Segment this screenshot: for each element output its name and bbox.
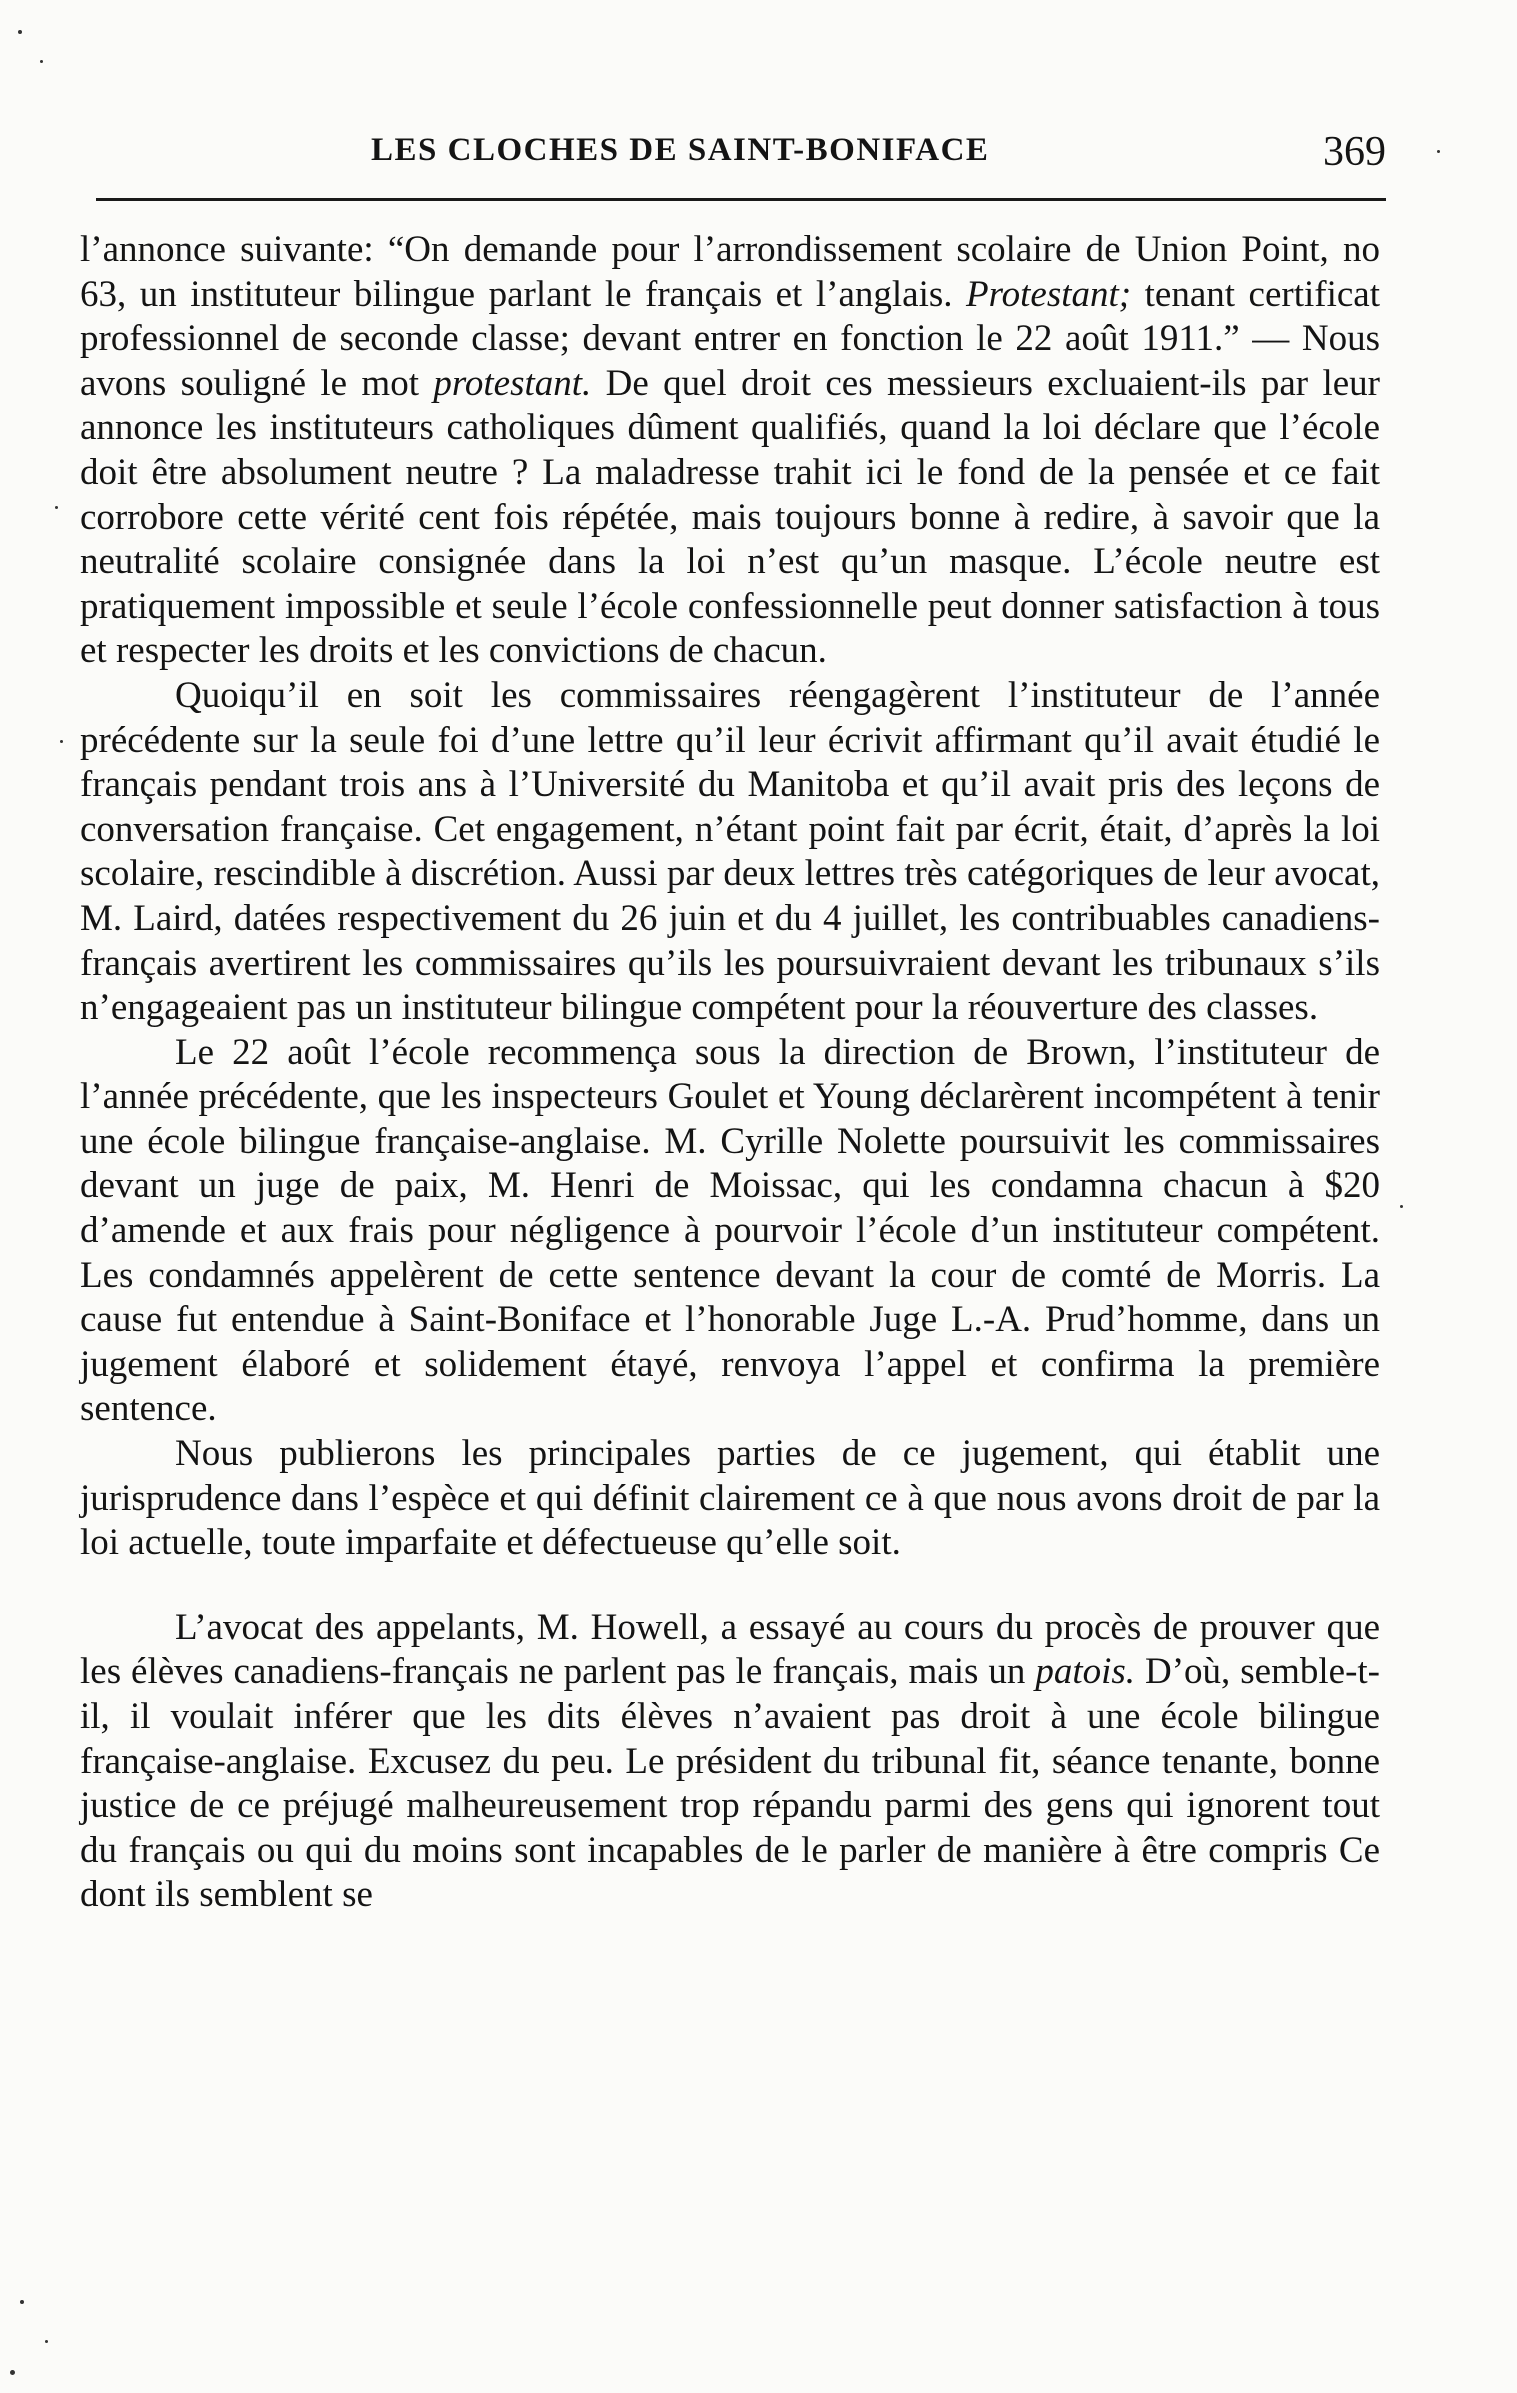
paragraph <box>80 674 1380 1031</box>
scan-speck <box>55 506 58 509</box>
header-rule <box>96 198 1386 201</box>
italic-text: protestant. <box>433 362 592 404</box>
paragraph <box>80 1432 1380 1566</box>
scan-speck <box>1437 150 1440 153</box>
running-title: LES CLOCHES DE SAINT-BONIFACE <box>371 132 990 168</box>
scan-speck <box>1400 1205 1403 1208</box>
paragraph-text: Quoiqu’il en soit les commissaires réengagèrent l’instituteur de l’année précédente sur la seule foi d’une lettre qu’il leur écrivit affirmant qu’il avait étudié le français pendant trois ans à l’Université du Manitoba et qu’il avait pris des leçons de conversation française. Cet engagement, n’étant point fait par écrit, était, d’après la loi scolaire, rescindible à discrétion. Aussi par deux lettres très catégoriques de leur avocat, M. Laird, datées respectivement du 26 juin et du 4 juillet, les contribuables canadiens-français avertirent les commissaires qu’ils les poursuivraient devant les tribunaux s’ils n’engageaient pas un instituteur bilingue compétent pour la réouverture des classes. <box>80 674 1380 1029</box>
scan-speck <box>60 740 63 743</box>
paragraph-text: l’annonce suivante: “On demande pour l’arrondissement scolaire de Union Point, no 63, un instituteur bilingue parlant le français et l’anglais. <box>80 229 1380 315</box>
page-number: 369 <box>1323 129 1386 175</box>
scan-speck <box>40 60 43 63</box>
italic-text: patois. <box>1035 1651 1136 1693</box>
scan-speck <box>20 2300 24 2304</box>
scan-speck <box>18 30 22 34</box>
paragraph-text: D’où, semble-t-il, il voulait inférer que les dits élèves n’avaient pas droit à une école bilingue française-anglaise. Excusez du peu. Le président du tribunal fit, séance tenante, bonne justice de ce préjugé malheureusement trop répandu parmi des gens qui ignorent tout du français ou qui du moins sont incapables de le parler de manière à être compris Ce dont ils semblent se <box>80 1651 1380 1916</box>
scan-speck <box>45 2340 48 2343</box>
italic-text: Protestant; <box>966 273 1132 315</box>
paragraph-text: L’avocat des appelants, M. Howell, a essayé au cours du procès de prouver que les élèves canadiens-français ne parlent pas le français, mais un <box>80 1606 1380 1693</box>
body-text <box>80 228 1380 1918</box>
paragraph-text: tenant certificat professionnel de seconde classe; devant entrer en fonction le 22 août 1911.” — Nous avons souligné le mot <box>80 273 1380 404</box>
scan-speck <box>10 2370 15 2375</box>
paragraph <box>80 228 1380 674</box>
page-header <box>96 129 1386 182</box>
paragraph-text: De quel droit ces messieurs excluaient-ils par leur annonce les instituteurs catholiques dûment qualifiés, quand la loi déclare que l’école doit être absolument neutre ? La maladresse trahit ici le fond de la pensée et ce fait corrobore cette vérité cent fois répétée, mais toujours bonne à redire, à savoir que la neutralité scolaire consignée dans la loi n’est qu’un masque. L’école neutre est pratiquement impossible et seule l’école confessionnelle peut donner satisfaction à tous et respecter les droits et les convictions de chacun. <box>80 362 1380 672</box>
paragraph-text: Nous publierons les principales parties de ce jugement, qui établit une jurisprudence dans l’espèce et qui définit clairement ce à que nous avons droit de par la loi actuelle, toute imparfaite et défectueuse qu’elle soit. <box>80 1433 1380 1564</box>
paragraph <box>80 1031 1380 1432</box>
paragraph <box>80 1606 1380 1918</box>
paragraph-text: Le 22 août l’école recommença sous la direction de Brown, l’instituteur de l’année précédente, que les inspecteurs Goulet et Young déclarèrent incompétent à tenir une école bilingue française-anglaise. M. Cyrille Nolette poursuivit les commissaires devant un juge de paix, M. Henri de Moissac, qui les condamna chacun à $20 d’amende et aux frais pour négligence à pourvoir l’école d’un instituteur compétent. Les condamnés appelèrent de cette sentence devant la cour de comté de Morris. La cause fut entendue à Saint-Boniface et l’honorable Juge L.-A. Prud’homme, dans un jugement élaboré et solidement étayé, renvoya l’appel et confirma la première sentence. <box>80 1031 1380 1430</box>
